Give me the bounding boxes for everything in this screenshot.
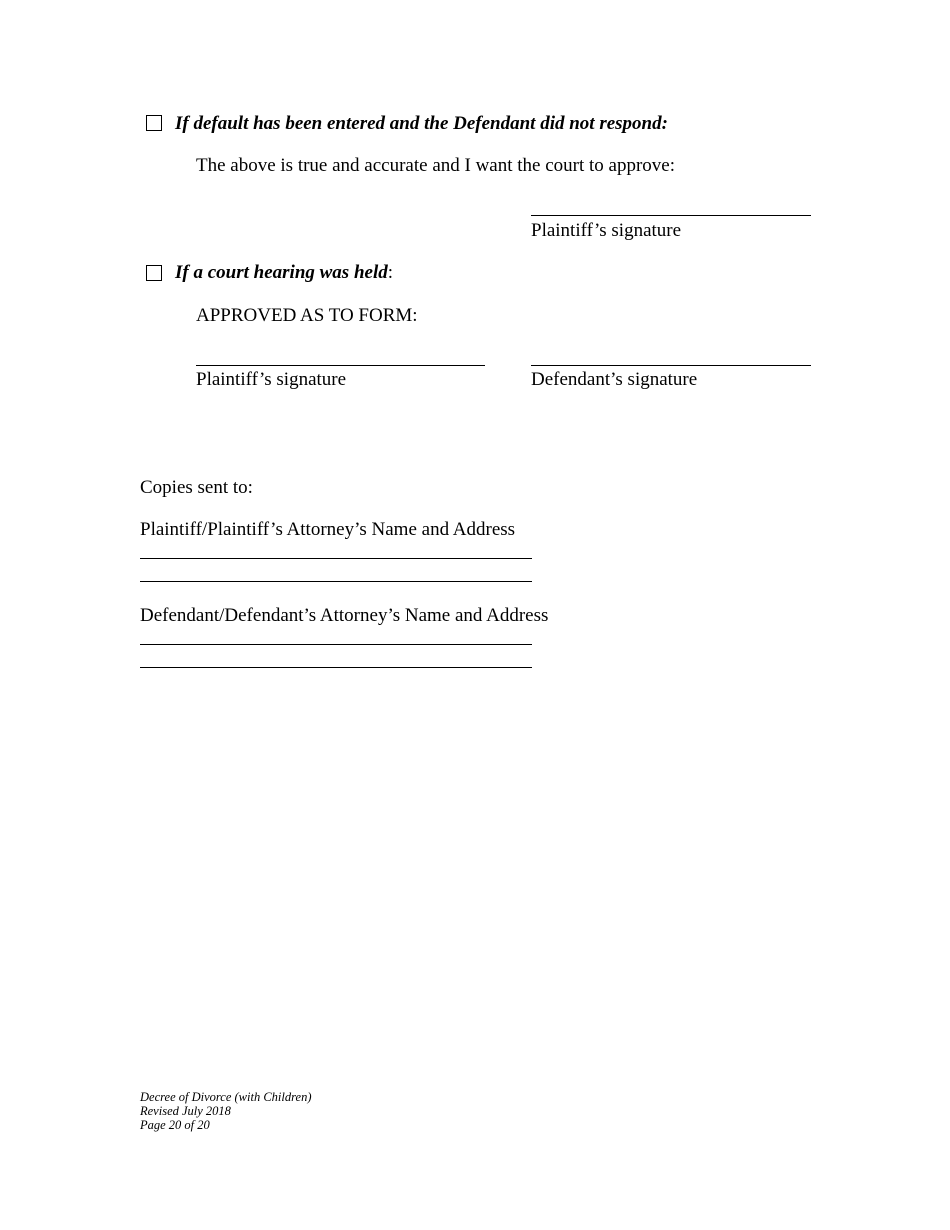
hearing-held-heading-text: If a court hearing was held	[175, 262, 388, 283]
hearing-held-heading	[175, 262, 393, 284]
plaintiff-address-label: Plaintiff/Plaintiff’s Attorney’s Name and Address	[140, 519, 516, 540]
footer	[140, 1090, 311, 1132]
hearing-defendant-signature-line[interactable]	[531, 365, 811, 366]
defendant-address-label: Defendant/Defendant’s Attorney’s Name and Address	[140, 605, 549, 626]
plaintiff-address-line-2[interactable]	[140, 581, 532, 582]
default-statement: The above is true and accurate and I want the court to approve:	[196, 155, 676, 176]
defendant-address-line-1[interactable]	[140, 644, 532, 645]
hearing-defendant-signature-label: Defendant’s signature	[531, 369, 698, 390]
hearing-held-heading-colon: :	[387, 262, 394, 283]
default-entered-heading: If default has been entered and the Defendant did not respond:	[175, 113, 668, 134]
defendant-address-line-2[interactable]	[140, 667, 532, 668]
footer-doc-title: Decree of Divorce (with Children)	[140, 1090, 312, 1104]
default-plaintiff-signature-label: Plaintiff’s signature	[531, 220, 682, 241]
plaintiff-address-line-1[interactable]	[140, 558, 532, 559]
footer-revised: Revised July 2018	[140, 1104, 231, 1118]
hearing-held-checkbox[interactable]	[146, 265, 162, 281]
hearing-plaintiff-signature-label: Plaintiff’s signature	[196, 369, 347, 390]
default-plaintiff-signature-line[interactable]	[531, 215, 811, 216]
footer-page-number: Page 20 of 20	[140, 1118, 210, 1132]
default-entered-checkbox[interactable]	[146, 115, 162, 131]
hearing-plaintiff-signature-line[interactable]	[196, 365, 485, 366]
approved-as-to-form: APPROVED AS TO FORM:	[196, 305, 418, 326]
copies-sent-label: Copies sent to:	[140, 477, 253, 498]
